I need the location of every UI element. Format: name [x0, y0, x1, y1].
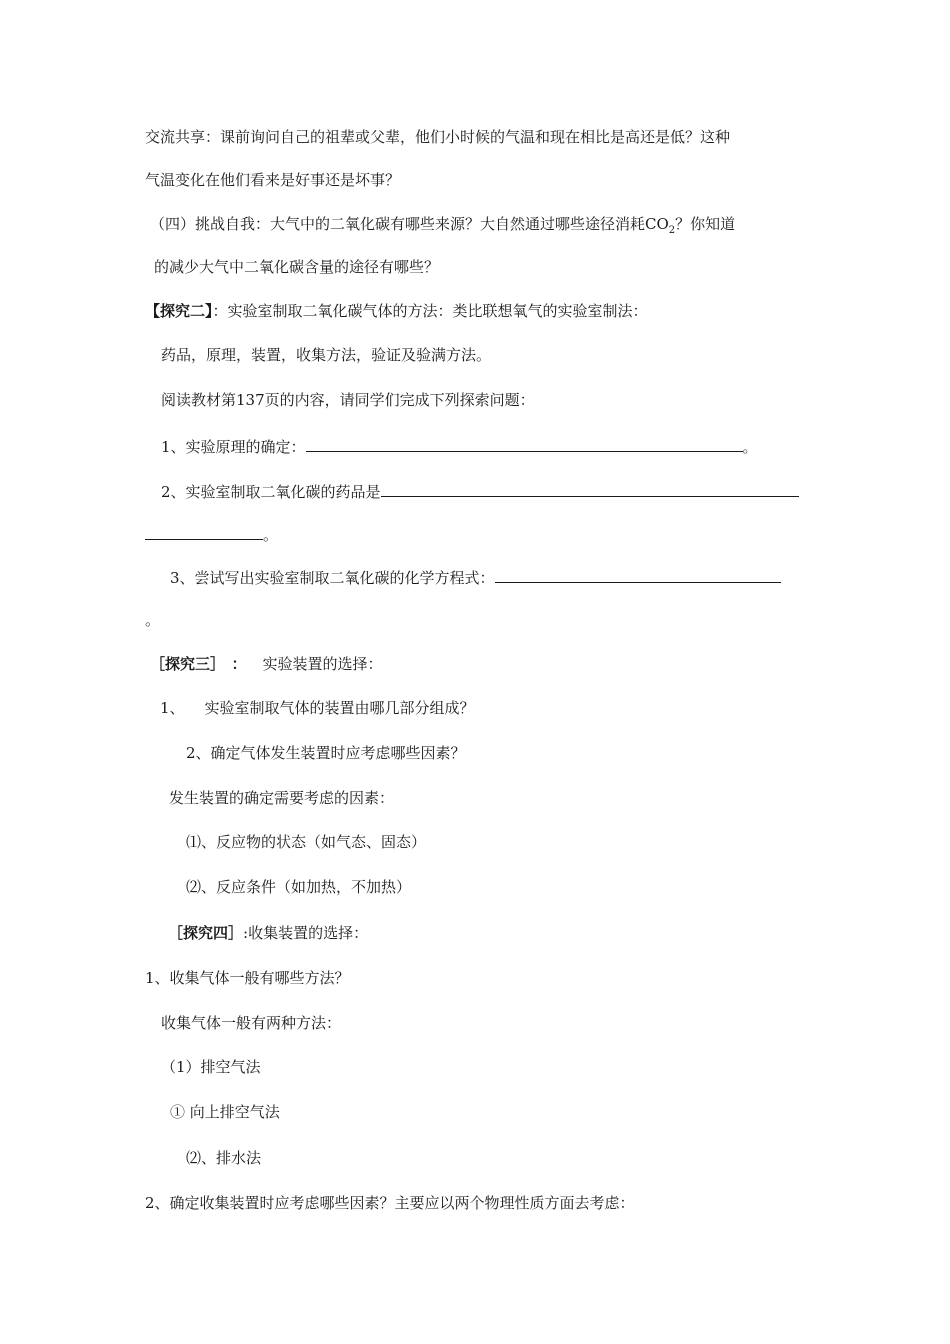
explore2-items: 药品，原理，装置，收集方法，验证及验满方法。 — [161, 346, 492, 364]
question-2-blank-continued[interactable] — [145, 524, 263, 540]
question-1-end: 。 — [742, 438, 758, 456]
explore4-q1: 1、收集气体一般有哪些方法？ — [145, 969, 350, 987]
share-line-1: 交流共享：课前询问自己的祖辈或父辈，他们小时候的气温和现在相比是高还是低？这种 — [145, 128, 731, 146]
explore2-title: 【探究二】 — [145, 302, 213, 320]
explore3-factor-1: ⑴、反应物的状态（如气态、固态） — [186, 833, 427, 851]
question-1-label: 1、实验原理的确定： — [161, 438, 306, 456]
explore4-methods: 收集气体一般有两种方法： — [161, 1014, 342, 1032]
challenge-line-2: 的减少大气中二氧化碳含量的途径有哪些？ — [154, 258, 440, 276]
explore3-text: 实验装置的选择： — [262, 655, 383, 673]
question-2-continued — [145, 524, 278, 545]
explore3-factors: 发生装置的确定需要考虑的因素： — [169, 789, 395, 807]
share-line-2: 气温变化在他们看来是好事还是坏事？ — [145, 171, 401, 189]
explore4-line — [168, 923, 368, 943]
question-1 — [161, 436, 758, 457]
explore3-colon: ： — [231, 655, 247, 673]
explore4-q2: 2、确定收集装置时应考虑哪些因素？主要应以两个物理性质方面去考虑： — [145, 1194, 635, 1212]
question-2 — [161, 481, 799, 502]
question-2-label: 2、实验室制取二氧化碳的药品是 — [161, 483, 381, 501]
explore3-factor-2: ⑵、反应条件（如加热，不加热） — [186, 878, 412, 896]
explore3-line — [150, 654, 383, 674]
explore4-method-2: ⑵、排水法 — [186, 1149, 262, 1167]
challenge-text-a: （四）挑战自我：大气中的二氧化碳有哪些来源？大自然通过哪些途径消耗CO — [150, 215, 669, 233]
challenge-text-b: ？你知道 — [675, 215, 736, 233]
explore2-line — [145, 301, 648, 321]
challenge-line-1 — [150, 214, 735, 241]
explore3-q1 — [160, 698, 475, 718]
explore4-text: :收集装置的选择： — [243, 924, 369, 942]
question-2-blank[interactable] — [381, 481, 799, 497]
question-3-blank[interactable] — [495, 567, 781, 583]
explore2-text: ：实验室制取二氧化碳气体的方法：类比联想氧气的实验室制法： — [212, 302, 648, 320]
explore3-q2: 2、确定气体发生装置时应考虑哪些因素？ — [186, 744, 466, 762]
explore4-method-1: （1）排空气法 — [161, 1058, 261, 1076]
question-2-end: 。 — [263, 526, 279, 544]
explore3-q1-text: 实验室制取气体的装置由哪几部分组成？ — [204, 699, 475, 717]
question-3 — [170, 567, 781, 588]
question-1-blank[interactable] — [306, 436, 743, 452]
explore3-title: ［探究三］ — [150, 655, 218, 673]
co2-subscript: 2 — [668, 225, 676, 236]
question-3-end: 。 — [145, 611, 161, 629]
explore4-title: ［探究四］ — [168, 924, 244, 942]
question-3-label: 3、尝试写出实验室制取二氧化碳的化学方程式： — [170, 569, 495, 587]
explore4-method-1a: ① 向上排空气法 — [170, 1103, 280, 1121]
explore3-q1-number: 1、 — [160, 699, 185, 717]
read-instruction: 阅读教材第137页的内容，请同学们完成下列探索问题： — [161, 391, 535, 409]
